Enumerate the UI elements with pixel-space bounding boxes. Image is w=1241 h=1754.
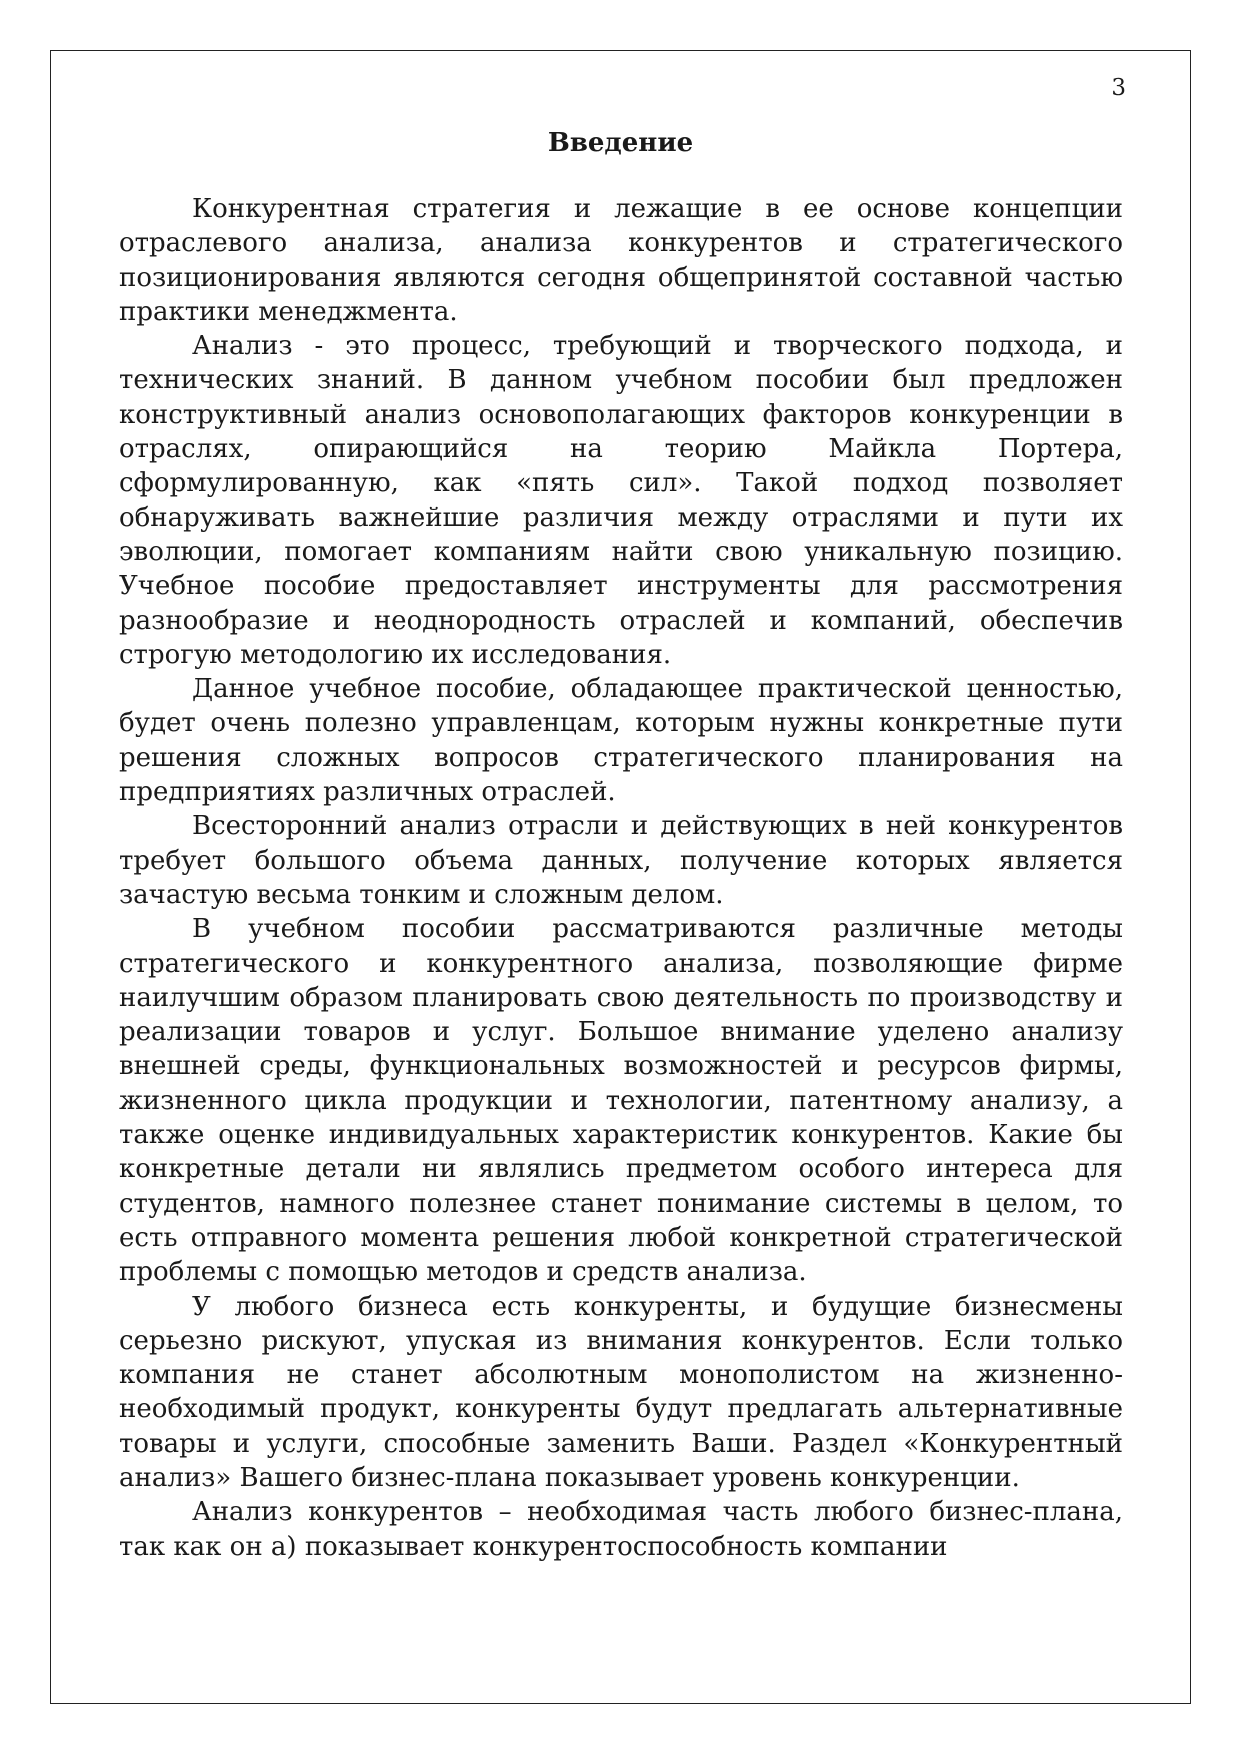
paragraph: Данное учебное пособие, обладающее практической ценностью, будет очень полезно управленцам, которым нужны конкретные пути решения сложных вопросов стратегического планирования на предприятиях различных отраслей. [119, 674, 1123, 808]
paragraph: Анализ - это процесс, требующий и творческого подхода, и технических знаний. В данном учебном пособии был предложен конструктивный анализ основополагающих факторов конкуренции в отраслях, опирающийся на теорию Майкла Портера, сформулированную, как «пять сил». Такой подход позволяет обнаруживать важнейшие различия между отраслями и пути их эволюции, помогает компаниям найти свою уникальную позицию. Учебное пособие предоставляет инструменты для рассмотрения разнообразие и неоднородность отраслей и компаний, обеспечив строгую методологию их исследования. [119, 331, 1123, 670]
paragraph: В учебном пособии рассматриваются различные методы стратегического и конкурентного анализа, позволяющие фирме наилучшим образом планировать свою деятельность по производству и реализации товаров и услуг. Большое внимание уделено анализу внешней среды, функциональных возможностей и ресурсов фирмы, жизненного цикла продукции и технологии, патентному анализу, а также оценке индивидуальных характеристик конкурентов. Какие бы конкретные детали ни являлись предметом особого интереса для студентов, намного полезнее станет понимание системы в целом, то есть отправного момента решения любой конкретной стратегической проблемы с помощью методов и средств анализа. [119, 914, 1123, 1288]
paragraph: У любого бизнеса есть конкуренты, и будущие бизнесмены серьезно рискуют, упуская из внимания конкурентов. Если только компания не станет абсолютным монополистом на жизненно-необходимый продукт, конкуренты будут предлагать альтернативные товары и услуги, способные заменить Ваши. Раздел «Конкурентный анализ» Вашего бизнес-плана показывает уровень конкуренции. [119, 1291, 1123, 1493]
paragraph: Всесторонний анализ отрасли и действующих в ней конкурентов требует большого объема данных, получение которых является зачастую весьма тонким и сложным делом. [119, 811, 1123, 910]
page-title: Введение [547, 128, 694, 158]
paragraph: Конкурентная стратегия и лежащие в ее основе концепции отраслевого анализа, анализа конкурентов и стратегического позиционирования являются сегодня общепринятой составной частью практики менеджмента. [119, 194, 1123, 327]
body-text [119, 192, 1123, 1564]
page-number: 3 [1111, 75, 1126, 101]
paragraph: Анализ конкурентов – необходимая часть любого бизнес-плана, так как он а) показывает конкурентоспособность компании [119, 1497, 1123, 1562]
